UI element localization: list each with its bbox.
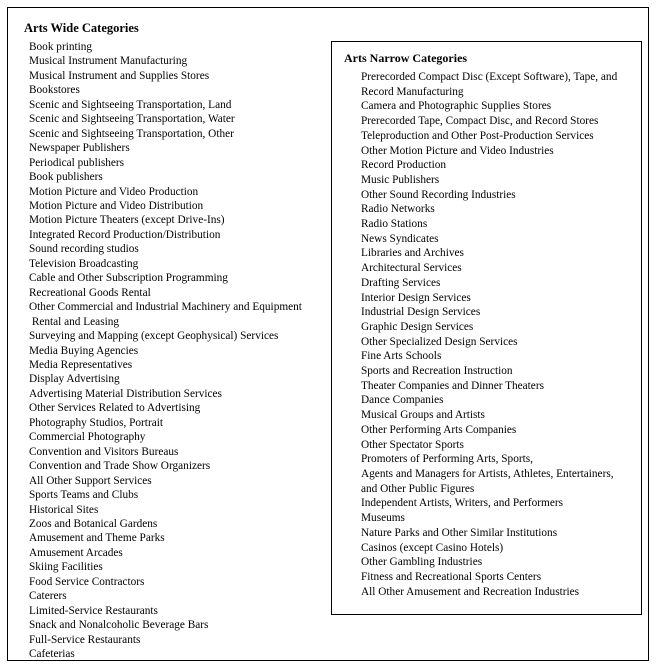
- wide-category-item: Television Broadcasting: [29, 257, 139, 270]
- wide-category-item: Photography Studios, Portrait: [29, 416, 163, 429]
- narrow-category-item: Record Manufacturing: [361, 85, 464, 98]
- narrow-category-item: Fine Arts Schools: [361, 350, 442, 363]
- wide-category-item: Book printing: [29, 41, 93, 53]
- narrow-category-item: Other Spectator Sports: [361, 438, 464, 451]
- wide-category-item: Cafeterias: [29, 648, 75, 661]
- wide-category-item: Zoos and Botanical Gardens: [29, 517, 158, 530]
- wide-category-item: Periodical publishers: [29, 156, 125, 169]
- narrow-category-item: Libraries and Archives: [361, 247, 464, 260]
- narrow-category-item: Nature Parks and Other Similar Institutions: [361, 526, 558, 539]
- wide-categories-title: Arts Wide Categories: [24, 21, 139, 35]
- wide-category-item: Cable and Other Subscription Programming: [29, 272, 228, 285]
- narrow-category-item: Agents and Managers for Artists, Athletes, Entertainers,: [361, 467, 614, 480]
- wide-category-item: Amusement and Theme Parks: [29, 532, 165, 545]
- wide-category-item: Convention and Trade Show Organizers: [29, 460, 211, 473]
- narrow-category-item: Camera and Photographic Supplies Stores: [361, 100, 552, 113]
- wide-category-item: Musical Instrument Manufacturing: [29, 55, 188, 68]
- narrow-category-item: Other Performing Arts Companies: [361, 423, 517, 436]
- wide-category-item: Caterers: [29, 590, 67, 603]
- wide-category-item: Scenic and Sightseeing Transportation, Water: [29, 113, 235, 126]
- wide-category-item: Media Buying Agencies: [29, 344, 139, 357]
- narrow-category-item: All Other Amusement and Recreation Industries: [361, 585, 580, 598]
- wide-category-item: Other Services Related to Advertising: [29, 402, 201, 415]
- wide-category-item: Rental and Leasing: [29, 315, 120, 328]
- wide-category-item: Scenic and Sightseeing Transportation, Other: [29, 127, 234, 140]
- wide-category-item: Sports Teams and Clubs: [29, 489, 139, 502]
- wide-category-item: Skiing Facilities: [29, 561, 103, 574]
- narrow-category-item: Independent Artists, Writers, and Performers: [361, 497, 564, 510]
- wide-category-item: Convention and Visitors Bureaus: [29, 445, 179, 458]
- wide-category-item: Book publishers: [29, 171, 103, 184]
- narrow-category-item: Other Sound Recording Industries: [361, 188, 516, 201]
- wide-category-item: Sound recording studios: [29, 243, 139, 256]
- wide-category-item: Food Service Contractors: [29, 575, 145, 588]
- wide-category-item: Historical Sites: [29, 503, 99, 516]
- narrow-category-item: Fitness and Recreational Sports Centers: [361, 570, 542, 583]
- narrow-category-item: and Other Public Figures: [361, 482, 475, 495]
- narrow-category-item: Other Specialized Design Services: [361, 335, 518, 348]
- wide-category-item: Recreational Goods Rental: [29, 286, 151, 299]
- wide-category-item: Surveying and Mapping (except Geophysical) Services: [29, 330, 279, 343]
- wide-category-item: Commercial Photography: [29, 431, 146, 444]
- wide-categories-list: [29, 40, 329, 661]
- wide-category-item: Scenic and Sightseeing Transportation, Land: [29, 98, 232, 111]
- narrow-category-item: Theater Companies and Dinner Theaters: [361, 379, 544, 392]
- wide-category-item: Snack and Nonalcoholic Beverage Bars: [29, 619, 209, 632]
- narrow-categories-list: [361, 70, 643, 599]
- narrow-category-item: Music Publishers: [361, 173, 440, 186]
- wide-category-item: Integrated Record Production/Distribution: [29, 228, 221, 241]
- narrow-category-item: Industrial Design Services: [361, 306, 481, 319]
- narrow-category-item: Sports and Recreation Instruction: [361, 365, 513, 378]
- narrow-category-item: News Syndicates: [361, 232, 439, 245]
- wide-category-item: Musical Instrument and Supplies Stores: [29, 69, 210, 82]
- narrow-category-item: Teleproduction and Other Post-Production Services: [361, 129, 594, 142]
- categories-document: [7, 7, 649, 661]
- narrow-categories-box: [331, 41, 642, 615]
- narrow-category-item: Radio Stations: [361, 218, 428, 231]
- narrow-category-item: Prerecorded Compact Disc (Except Software), Tape, and: [361, 71, 618, 83]
- wide-category-item: Advertising Material Distribution Services: [29, 387, 222, 400]
- narrow-categories-title: Arts Narrow Categories: [344, 51, 468, 65]
- narrow-category-item: Promoters of Performing Arts, Sports,: [361, 453, 533, 466]
- narrow-category-item: Drafting Services: [361, 276, 441, 289]
- wide-category-item: Media Representatives: [29, 358, 133, 371]
- narrow-category-item: Prerecorded Tape, Compact Disc, and Record Stores: [361, 115, 599, 128]
- wide-category-item: Limited-Service Restaurants: [29, 604, 158, 617]
- narrow-category-item: Architectural Services: [361, 262, 462, 275]
- wide-category-item: Display Advertising: [29, 373, 120, 386]
- wide-category-item: Motion Picture Theaters (except Drive-Ins): [29, 214, 225, 227]
- narrow-category-item: Interior Design Services: [361, 291, 471, 304]
- wide-category-item: Motion Picture and Video Production: [29, 185, 199, 198]
- narrow-category-item: Casinos (except Casino Hotels): [361, 541, 504, 554]
- wide-category-item: Other Commercial and Industrial Machinery and Equipment: [29, 301, 302, 314]
- wide-category-item: Newspaper Publishers: [29, 142, 130, 155]
- narrow-category-item: Record Production: [361, 159, 447, 172]
- narrow-category-item: Museums: [361, 512, 405, 525]
- narrow-category-item: Other Motion Picture and Video Industries: [361, 144, 554, 157]
- narrow-category-item: Other Gambling Industries: [361, 556, 483, 569]
- wide-category-item: Full-Service Restaurants: [29, 633, 141, 646]
- wide-category-item: All Other Support Services: [29, 474, 152, 487]
- wide-category-item: Motion Picture and Video Distribution: [29, 199, 204, 212]
- narrow-category-item: Musical Groups and Artists: [361, 409, 485, 422]
- narrow-category-item: Dance Companies: [361, 394, 444, 407]
- wide-category-item: Bookstores: [29, 84, 80, 97]
- wide-category-item: Amusement Arcades: [29, 546, 123, 559]
- narrow-category-item: Radio Networks: [361, 203, 435, 216]
- narrow-category-item: Graphic Design Services: [361, 320, 474, 333]
